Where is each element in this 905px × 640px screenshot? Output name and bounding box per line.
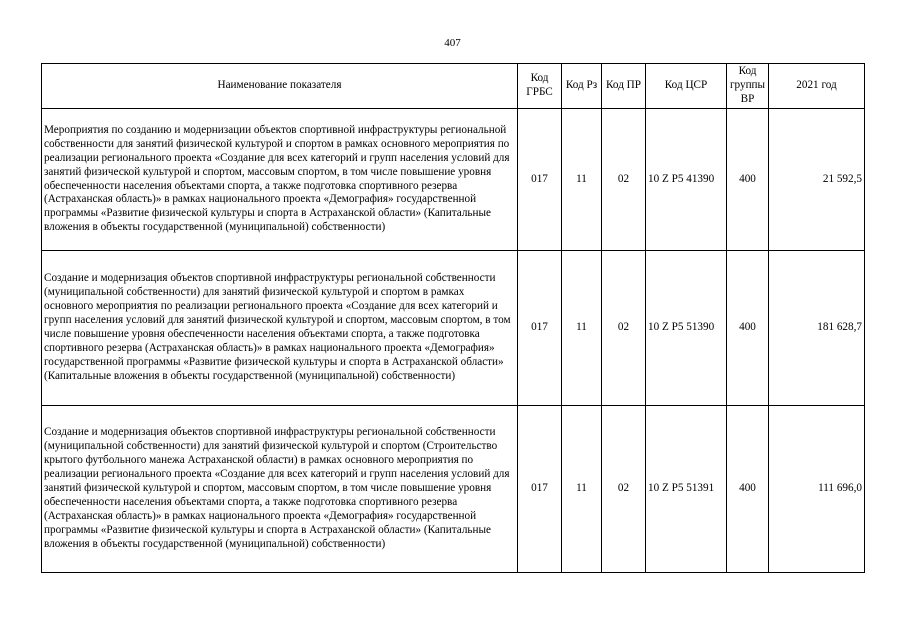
row-grbs: 017 [518, 251, 562, 406]
header-year: 2021 год [769, 64, 865, 109]
row-pr: 02 [602, 406, 646, 573]
row-pr: 02 [602, 251, 646, 406]
page-number: 407 [444, 37, 461, 49]
header-pr: Код ПР [602, 64, 646, 109]
header-name: Наименование показателя [42, 64, 518, 109]
header-csr: Код ЦСР [646, 64, 727, 109]
row-vr: 400 [727, 406, 769, 573]
row-name: Создание и модернизация объектов спортивной инфраструктуры региональной собственности (муниципальной собственности) для занятий физической культурой и спортом в рамках основного мероприятия по реализации регионального проекта «Создание для всех категорий и групп населения условий для занятий физической культурой и спортом, массовым спортом, в том числе повышение уровня обеспеченности населения объектами спорта, а также подготовка спортивного резерва (Астраханская область)» в рамках национального проекта «Демография» государственной программы «Развитие физической культуры и спорта в Астраханской области» (Капитальные вложения в объекты государственной (муниципальной) собственности) [42, 251, 518, 406]
row-vr: 400 [727, 251, 769, 406]
row-name: Создание и модернизация объектов спортивной инфраструктуры региональной собственности (муниципальной собственности) для занятий физической культурой и спортом (Строительство крытого футбольного манежа Астраханской области) в рамках основного мероприятия по реализации регионального проекта «Создание для всех категорий и групп населения условий для занятий физической культурой и спортом, массовым спортом, в том числе повышение уровня обеспеченности населения объектами спорта, а также подготовка спортивного резерва (Астраханская область)» в рамках национального проекта «Демография» государственной программы «Развитие физической культуры и спорта в Астраханской области» (Капитальные вложения в объекты государственной (муниципальной) собственности) [42, 406, 518, 573]
row-pr: 02 [602, 109, 646, 251]
row-csr: 10 Z P5 51391 [646, 406, 727, 573]
table-row [42, 251, 865, 406]
budget-table [41, 63, 865, 573]
row-grbs: 017 [518, 406, 562, 573]
header-rz: Код Рз [562, 64, 602, 109]
row-amount: 111 696,0 [769, 406, 865, 573]
table-row [42, 109, 865, 251]
header-grbs: Код ГРБС [518, 64, 562, 109]
row-amount: 181 628,7 [769, 251, 865, 406]
row-rz: 11 [562, 109, 602, 251]
table-row [42, 406, 865, 573]
header-vr: Код группы ВР [727, 64, 769, 109]
row-csr: 10 Z P5 51390 [646, 251, 727, 406]
row-rz: 11 [562, 251, 602, 406]
row-csr: 10 Z P5 41390 [646, 109, 727, 251]
table-header-row [42, 64, 865, 109]
row-grbs: 017 [518, 109, 562, 251]
row-name: Мероприятия по созданию и модернизации объектов спортивной инфраструктуры региональной собственности для занятий физической культурой и спортом в рамках основного мероприятия по реализации регионального проекта «Создание для всех категорий и групп населения условий для занятий физической культурой и спортом, массовым спортом, в том числе повышение уровня обеспеченности населения объектами спорта, а также подготовка спортивного резерва (Астраханская область)» в рамках национального проекта «Демография» государственной программы «Развитие физической культуры и спорта в Астраханской области» (Капитальные вложения в объекты государственной (муниципальной) собственности) [42, 109, 518, 251]
row-vr: 400 [727, 109, 769, 251]
row-amount: 21 592,5 [769, 109, 865, 251]
row-rz: 11 [562, 406, 602, 573]
